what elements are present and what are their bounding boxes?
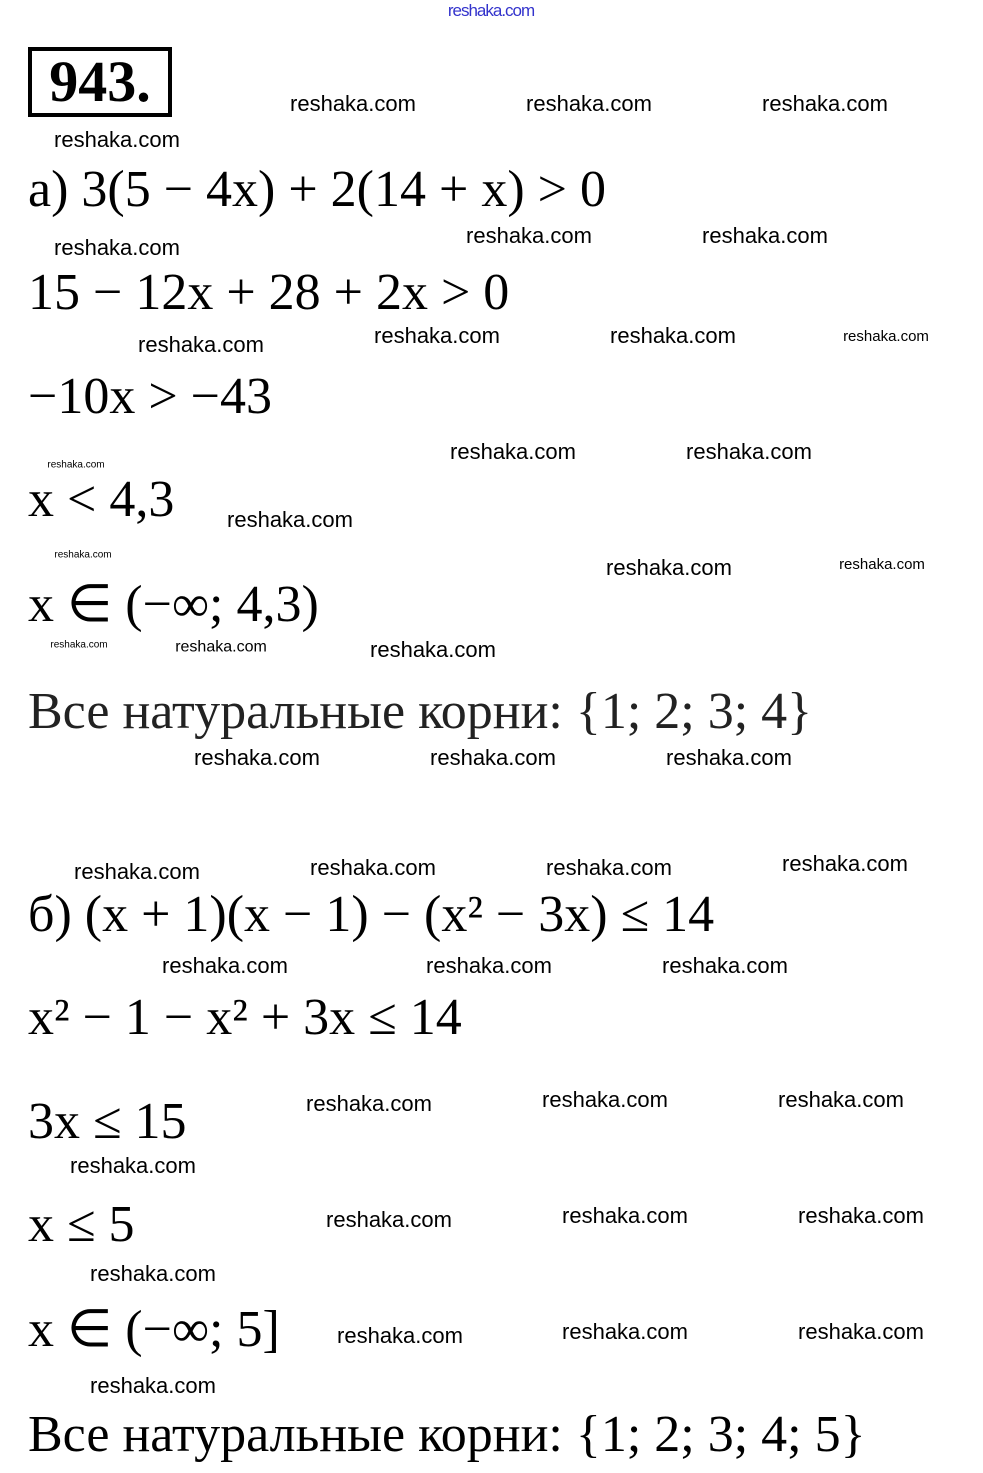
watermark: reshaka.com xyxy=(162,953,288,978)
part-b-line-2: x² − 1 − x² + 3x ≤ 14 xyxy=(28,989,462,1046)
watermark: reshaka.com xyxy=(843,328,929,345)
part-a-line-2: 15 − 12x + 28 + 2x > 0 xyxy=(28,264,510,321)
part-a-answer: Все натуральные корни: {1; 2; 3; 4} xyxy=(28,683,813,740)
part-b-line-4: x ≤ 5 xyxy=(28,1196,135,1253)
part-a-line-4: x < 4,3 xyxy=(28,471,175,528)
watermark: reshaka.com xyxy=(306,1091,432,1116)
watermark: reshaka.com xyxy=(326,1207,452,1232)
watermark: reshaka.com xyxy=(90,1373,216,1398)
watermark: reshaka.com xyxy=(430,745,556,770)
watermark: reshaka.com xyxy=(194,745,320,770)
part-b-line-1: б) (x + 1)(x − 1) − (x² − 3x) ≤ 14 xyxy=(28,886,715,943)
watermark: reshaka.com xyxy=(175,638,267,656)
watermark: reshaka.com xyxy=(47,459,105,471)
watermark: reshaka.com xyxy=(370,637,496,662)
part-a-line-3: −10x > −43 xyxy=(28,368,272,425)
watermark: reshaka.com xyxy=(686,439,812,464)
watermark: reshaka.com xyxy=(54,235,180,260)
watermark: reshaka.com xyxy=(778,1087,904,1112)
watermark: reshaka.com xyxy=(546,855,672,880)
watermark: reshaka.com xyxy=(526,91,652,116)
watermark: reshaka.com xyxy=(762,91,888,116)
part-b-line-5: x ∈ (−∞; 5] xyxy=(28,1301,280,1358)
watermark: reshaka.com xyxy=(54,127,180,152)
part-b-line-3: 3x ≤ 15 xyxy=(28,1093,187,1150)
watermark: reshaka.com xyxy=(310,855,436,880)
watermark: reshaka.com xyxy=(54,549,112,561)
watermark: reshaka.com xyxy=(782,851,908,876)
part-a-line-5: x ∈ (−∞; 4,3) xyxy=(28,576,319,633)
watermark-top: reshaka.com xyxy=(447,1,535,20)
watermark: reshaka.com xyxy=(839,556,925,573)
part-a-line-1: а) 3(5 − 4x) + 2(14 + x) > 0 xyxy=(28,161,606,218)
watermark: reshaka.com xyxy=(562,1319,688,1344)
watermark: reshaka.com xyxy=(542,1087,668,1112)
watermark: reshaka.com xyxy=(798,1203,924,1228)
watermark: reshaka.com xyxy=(374,323,500,348)
watermark: reshaka.com xyxy=(666,745,792,770)
watermark: reshaka.com xyxy=(562,1203,688,1228)
watermark: reshaka.com xyxy=(227,507,353,532)
watermark: reshaka.com xyxy=(138,332,264,357)
watermark: reshaka.com xyxy=(610,323,736,348)
problem-number: 943. xyxy=(28,47,172,117)
watermark: reshaka.com xyxy=(290,91,416,116)
watermark: reshaka.com xyxy=(337,1323,463,1348)
watermark: reshaka.com xyxy=(90,1261,216,1286)
watermark: reshaka.com xyxy=(466,223,592,248)
watermark: reshaka.com xyxy=(426,953,552,978)
watermark: reshaka.com xyxy=(606,555,732,580)
watermark: reshaka.com xyxy=(70,1153,196,1178)
part-b-answer: Все натуральные корни: {1; 2; 3; 4; 5} xyxy=(28,1406,866,1463)
watermark: reshaka.com xyxy=(74,859,200,884)
watermark: reshaka.com xyxy=(662,953,788,978)
watermark: reshaka.com xyxy=(702,223,828,248)
watermark: reshaka.com xyxy=(50,639,108,651)
watermark: reshaka.com xyxy=(450,439,576,464)
watermark: reshaka.com xyxy=(798,1319,924,1344)
